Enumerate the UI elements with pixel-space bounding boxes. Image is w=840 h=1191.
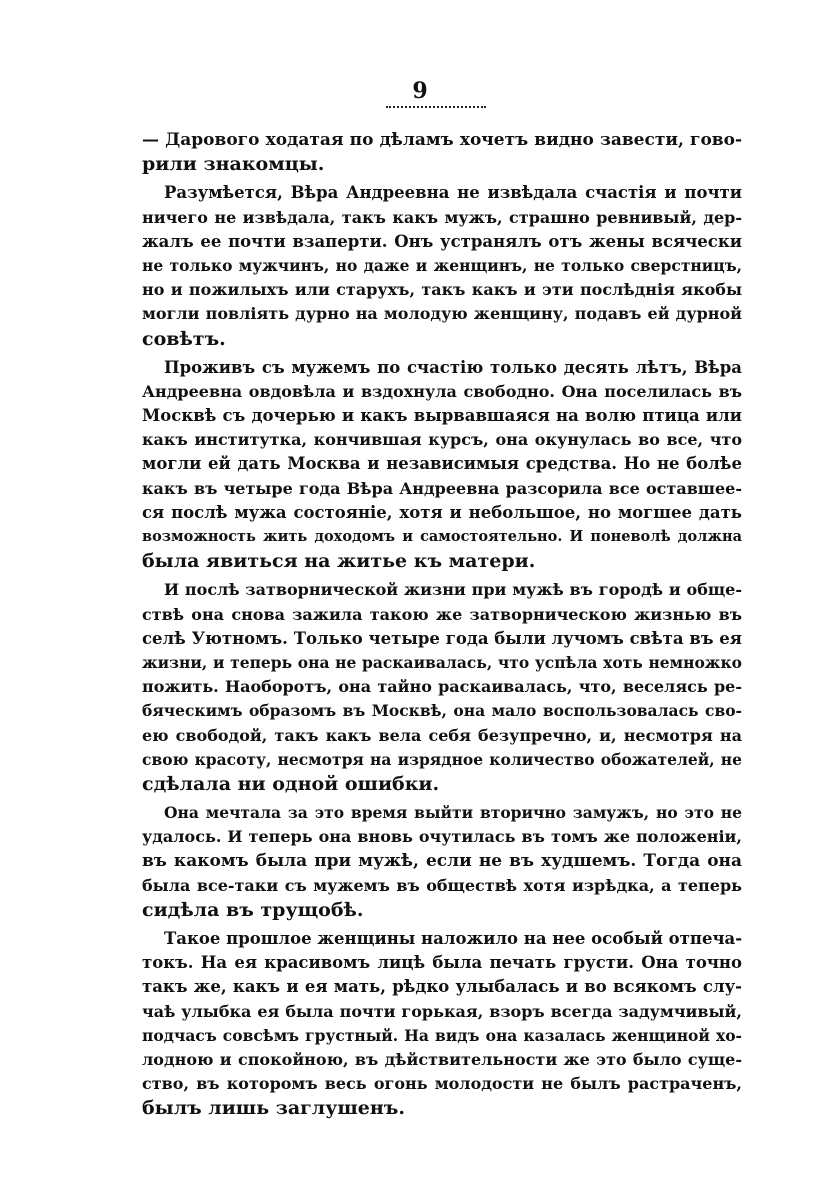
paragraph-6 xyxy=(142,927,742,1121)
text-line: какъ институтка, кончившая курсъ, она окунулась во все, что xyxy=(142,430,742,450)
paragraph-3 xyxy=(142,356,742,574)
header-dotted-rule xyxy=(386,106,486,108)
text-line: была все-таки съ мужемъ въ обществѣ хотя изрѣдка, а теперь xyxy=(142,875,742,895)
text-line: лодною и спокойною, въ дѣйствительности же это было суще- xyxy=(142,1049,742,1069)
text-line: ничего не извѣдала, такъ какъ мужъ, страшно ревнивый, дер- xyxy=(142,207,742,227)
text-line: удалось. И теперь она вновь очутилась въ томъ же положеніи, xyxy=(142,827,742,847)
text-line: сдѣлала ни одной ошибки. xyxy=(142,772,440,795)
text-line: ся послѣ мужа состояніе, хотя и небольшое, но могшее дать xyxy=(142,502,742,522)
text-line: — Даровогo ходатая по дѣламъ хочетъ видно завести, гово- xyxy=(142,130,742,150)
text-line: токъ. На ея красивомъ лицѣ была печать грусти. Она точно xyxy=(142,953,742,973)
text-line: въ какомъ была при мужѣ, если не въ худшемъ. Тогда она xyxy=(142,851,742,872)
text-line: Проживъ съ мужемъ по счастію только десять лѣтъ, Вѣра xyxy=(164,357,742,377)
text-line: но и пожилыхъ или старухъ, такъ какъ и эти послѣднія якобы xyxy=(142,280,742,300)
paragraph-2 xyxy=(142,181,742,350)
text-line: ство, въ которомъ весь огонь молодости не былъ растраченъ, xyxy=(142,1074,742,1094)
text-body xyxy=(142,128,742,1126)
text-line: жизни, и теперь она не раскаивалась, что успѣла хоть немножко xyxy=(142,652,742,672)
page-number: 9 xyxy=(412,78,428,104)
paragraph-5 xyxy=(142,801,742,922)
text-line: свою красоту, несмотря на изрядное количество обожателей, не xyxy=(142,749,742,769)
paragraph-4 xyxy=(142,578,742,796)
text-line: Разумѣется, Вѣра Андреевна не извѣдала счастія и почти xyxy=(164,183,742,203)
text-line: такъ же, какъ и ея мать, рѣдко улыбалась и во всякомъ слу- xyxy=(142,977,742,997)
text-line: селѣ Уютномъ. Только четыре года были лучомъ свѣта въ ея xyxy=(142,628,742,648)
text-line: Москвѣ съ дочерью и какъ вырвавшаяся на волю птица или xyxy=(142,406,742,426)
text-line: сидѣла въ трущобѣ. xyxy=(142,898,364,921)
text-line: не только мужчинъ, но даже и женщинъ, не только сверстницъ, xyxy=(142,255,742,275)
text-line: Она мечтала за это время выйти вторично замужъ, но это не xyxy=(164,803,742,823)
text-line: могли ей дать Москва и независимыя средства. Но не болѣе xyxy=(142,454,742,474)
text-line: бяческимъ образомъ въ Москвѣ, она мало воспользовалась сво- xyxy=(142,701,742,721)
text-line: возможность жить доходомъ и самостоятельно. И поневолѣ должна xyxy=(142,528,742,545)
text-line: была явиться на житье къ матери. xyxy=(142,550,536,573)
text-line: былъ лишь заглушенъ. xyxy=(142,1097,405,1120)
text-line: какъ въ четыре года Вѣра Андреевна разсорила все оставшее- xyxy=(142,478,742,498)
text-line: пожить. Наоборотъ, она тайно раскаивалась, что, веселясь ре- xyxy=(142,677,742,697)
text-line: рили знакомцы. xyxy=(142,153,325,176)
text-line: совѣтъ. xyxy=(142,327,226,350)
text-line: Такое прошлое женщины наложило на нее особый отпеча- xyxy=(164,929,743,948)
text-line: И послѣ затворнической жизни при мужѣ въ городѣ и обще- xyxy=(164,580,742,600)
text-line: жалъ ее почти взаперти. Онъ устранялъ отъ жены всячески xyxy=(142,231,742,251)
text-line: могли повліять дурно на молодую женщину, подавъ ей дурной xyxy=(142,304,742,324)
paragraph-1 xyxy=(142,128,742,176)
text-line: подчасъ совсѣмъ грустный. На видъ она казалась женщиной хо- xyxy=(142,1025,742,1045)
text-line: Андреевна овдовѣла и вздохнула свободно. Она поселилась въ xyxy=(142,381,742,401)
text-line: чаѣ улыбка ея была почти горькая, взоръ всегда задумчивый, xyxy=(142,1001,742,1021)
text-line: ею свободой, такъ какъ вела себя безупречно, и, несмотря на xyxy=(142,725,742,745)
text-line: ствѣ она снова зажила такою же затворническою жизнью въ xyxy=(142,604,742,624)
